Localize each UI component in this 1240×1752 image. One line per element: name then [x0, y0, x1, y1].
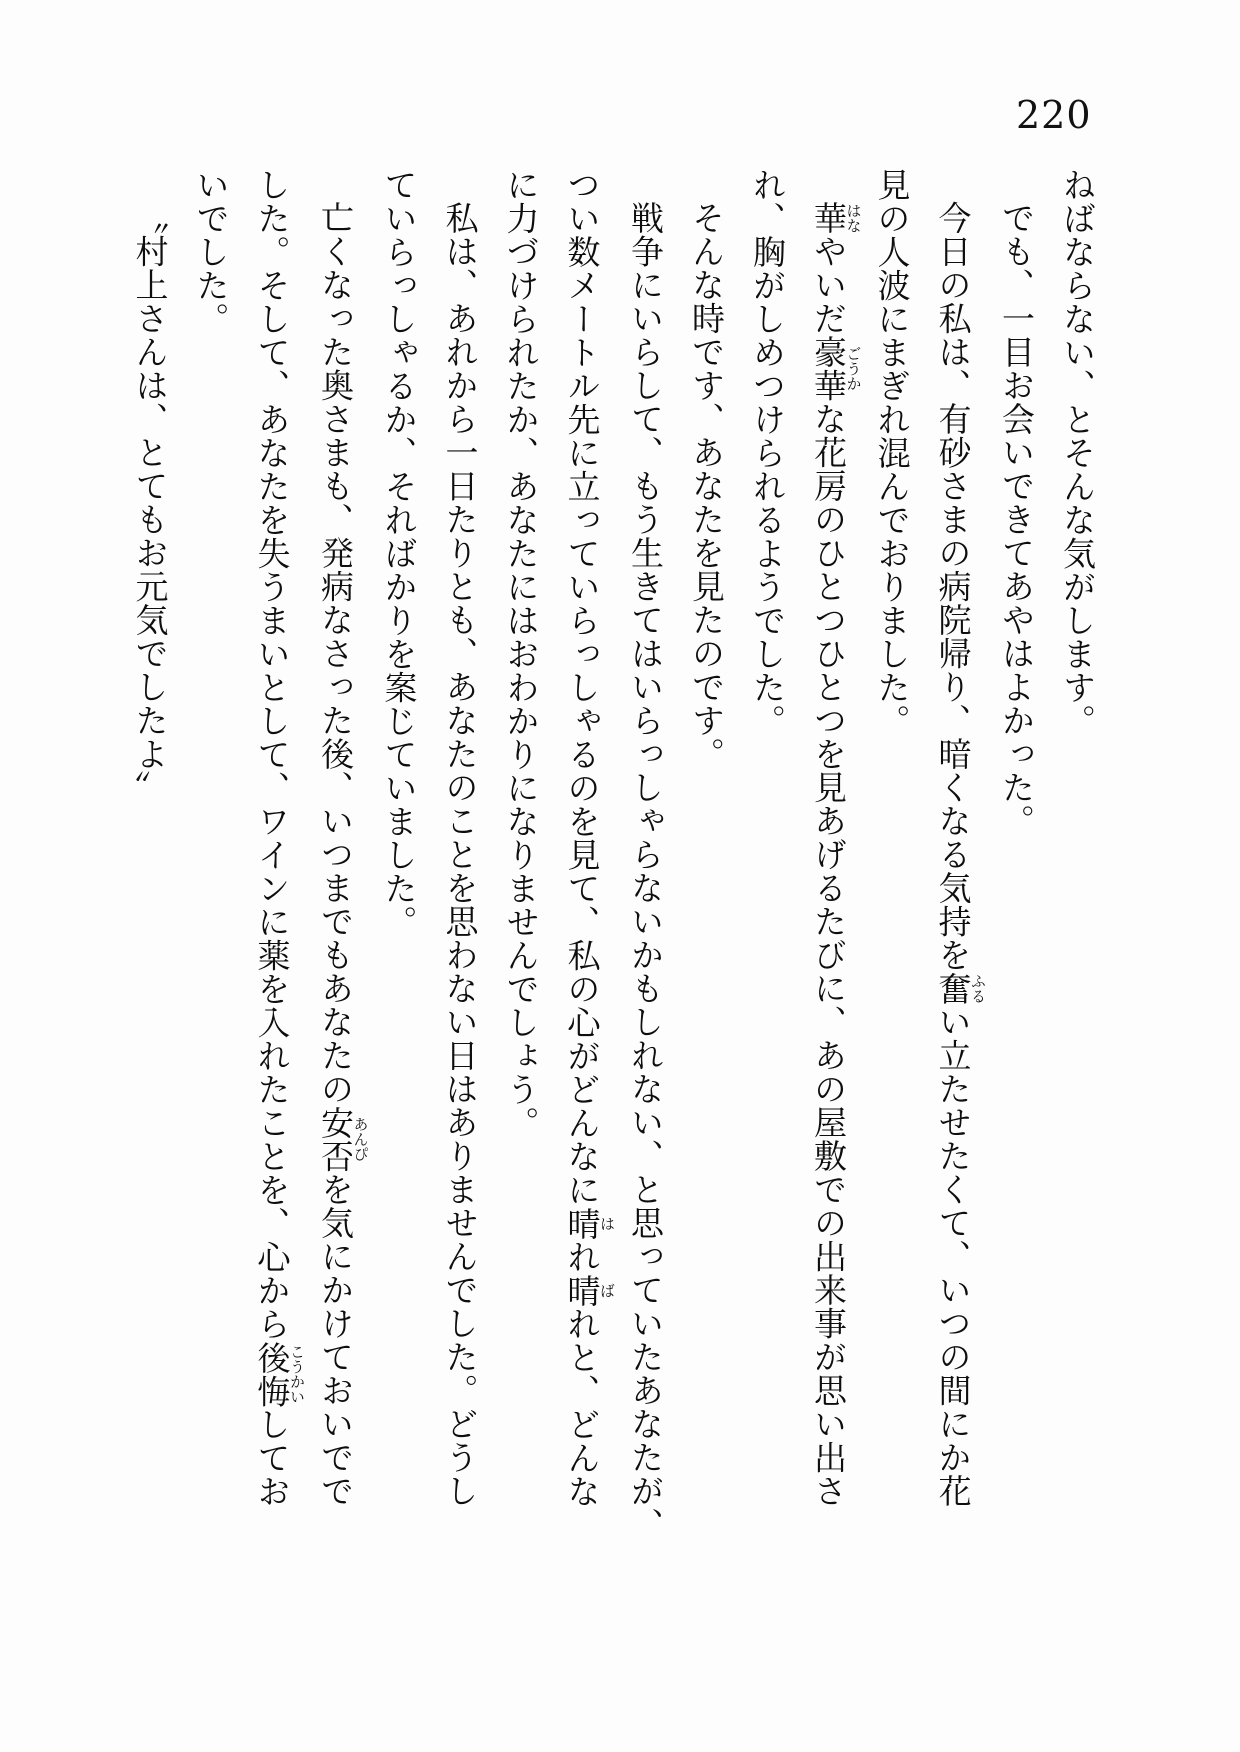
text-line: [552, 168, 616, 1548]
text-segment: 今日の私は、有砂さまの病院帰り、暗くなる気持を: [933, 201, 973, 972]
text-line: [676, 168, 737, 1548]
ruby-annotated-word: [252, 1340, 306, 1408]
text-segment: 私は、あれから一日たりとも、あなたのことを思わない日はありませんでした。どうし: [440, 201, 480, 1508]
ruby-annotated-word: [809, 201, 863, 235]
ruby-base: 晴: [562, 1206, 602, 1240]
text-segment: でも、一目お会いできてあやはよかった。: [997, 201, 1036, 838]
ruby-base: 安否: [316, 1105, 355, 1173]
text-segment: い立たせたくて、いつの間にか花: [933, 1005, 973, 1508]
text-segment: ねばならない、とそんな気がします。: [1058, 168, 1097, 738]
text-line: [305, 168, 369, 1548]
text-line: [120, 168, 181, 1548]
text-line: [798, 168, 862, 1548]
ruby-text: ふる: [969, 971, 987, 1005]
text-segment: れと、どんな: [562, 1307, 602, 1508]
text-segment: 亡くなった奥さまも、発病なさった後、いつまでもあなたの: [316, 201, 355, 1106]
ruby-base: 豪華: [809, 335, 848, 402]
text-segment: 見の人波にまぎれ混んでおりました。: [872, 168, 912, 738]
ruby-text: は: [598, 1206, 616, 1240]
text-segment: 戦争にいらして、もう生きてはいらっしゃらないかもしれない、と思っていたあなたが、: [626, 201, 665, 1541]
text-segment: な花房のひとつひとつを見あげるたびに、あの屋敷での出来事が思い出さ: [809, 402, 848, 1508]
text-line: [369, 168, 430, 1548]
vertical-text-body: [120, 168, 1109, 1548]
text-line: [430, 168, 491, 1548]
page-number: 220: [1016, 93, 1092, 137]
ruby-base: 華: [809, 201, 848, 235]
text-segment: いでした。: [191, 168, 231, 336]
ruby-text: はな: [844, 201, 863, 235]
ruby-text: こうかい: [288, 1340, 306, 1408]
ruby-base: 奮: [933, 971, 973, 1005]
text-segment: ていらっしゃるか、そればかりを案じていました。: [379, 168, 419, 939]
text-line: [615, 168, 676, 1548]
ruby-text: ば: [598, 1273, 616, 1307]
text-line: [491, 168, 552, 1548]
text-segment: つい数メートル先に立っていらっしゃるのを見て、私の心がどんなに: [562, 168, 602, 1207]
ruby-annotated-word: [933, 971, 987, 1006]
text-segment: を気にかけておいでで: [316, 1172, 355, 1508]
ruby-annotated-word: [562, 1273, 616, 1308]
text-segment: してお: [252, 1407, 292, 1508]
ruby-base: 晴: [562, 1273, 602, 1307]
ruby-annotated-word: [562, 1206, 616, 1241]
text-segment: やいだ: [809, 234, 848, 335]
ruby-base: 後悔: [252, 1340, 292, 1408]
text-segment: 〝村上さんは、とてもお元気でしたよ〟: [130, 201, 170, 804]
ruby-text: あんぴ: [351, 1105, 370, 1173]
ruby-annotated-word: [809, 335, 863, 402]
text-line: [737, 168, 798, 1548]
text-line: [986, 168, 1047, 1548]
text-segment: した。そして、あなたを失うまいとして、ワインに薬を入れたことを、心から: [252, 168, 292, 1341]
text-segment: れ: [562, 1240, 602, 1274]
ruby-annotated-word: [316, 1105, 370, 1173]
text-line: [862, 168, 923, 1548]
text-segment: に力づけられたか、あなたにはおわかりになりませんでしょう。: [501, 168, 541, 1140]
ruby-text: ごうか: [844, 335, 863, 402]
text-segment: そんな時です、あなたを見たのです。: [687, 201, 726, 771]
text-line: [923, 168, 987, 1548]
text-line: [242, 168, 306, 1548]
text-line: [181, 168, 242, 1548]
text-line: [1047, 168, 1108, 1548]
text-segment: れ、胸がしめつけられるようでした。: [748, 168, 787, 738]
